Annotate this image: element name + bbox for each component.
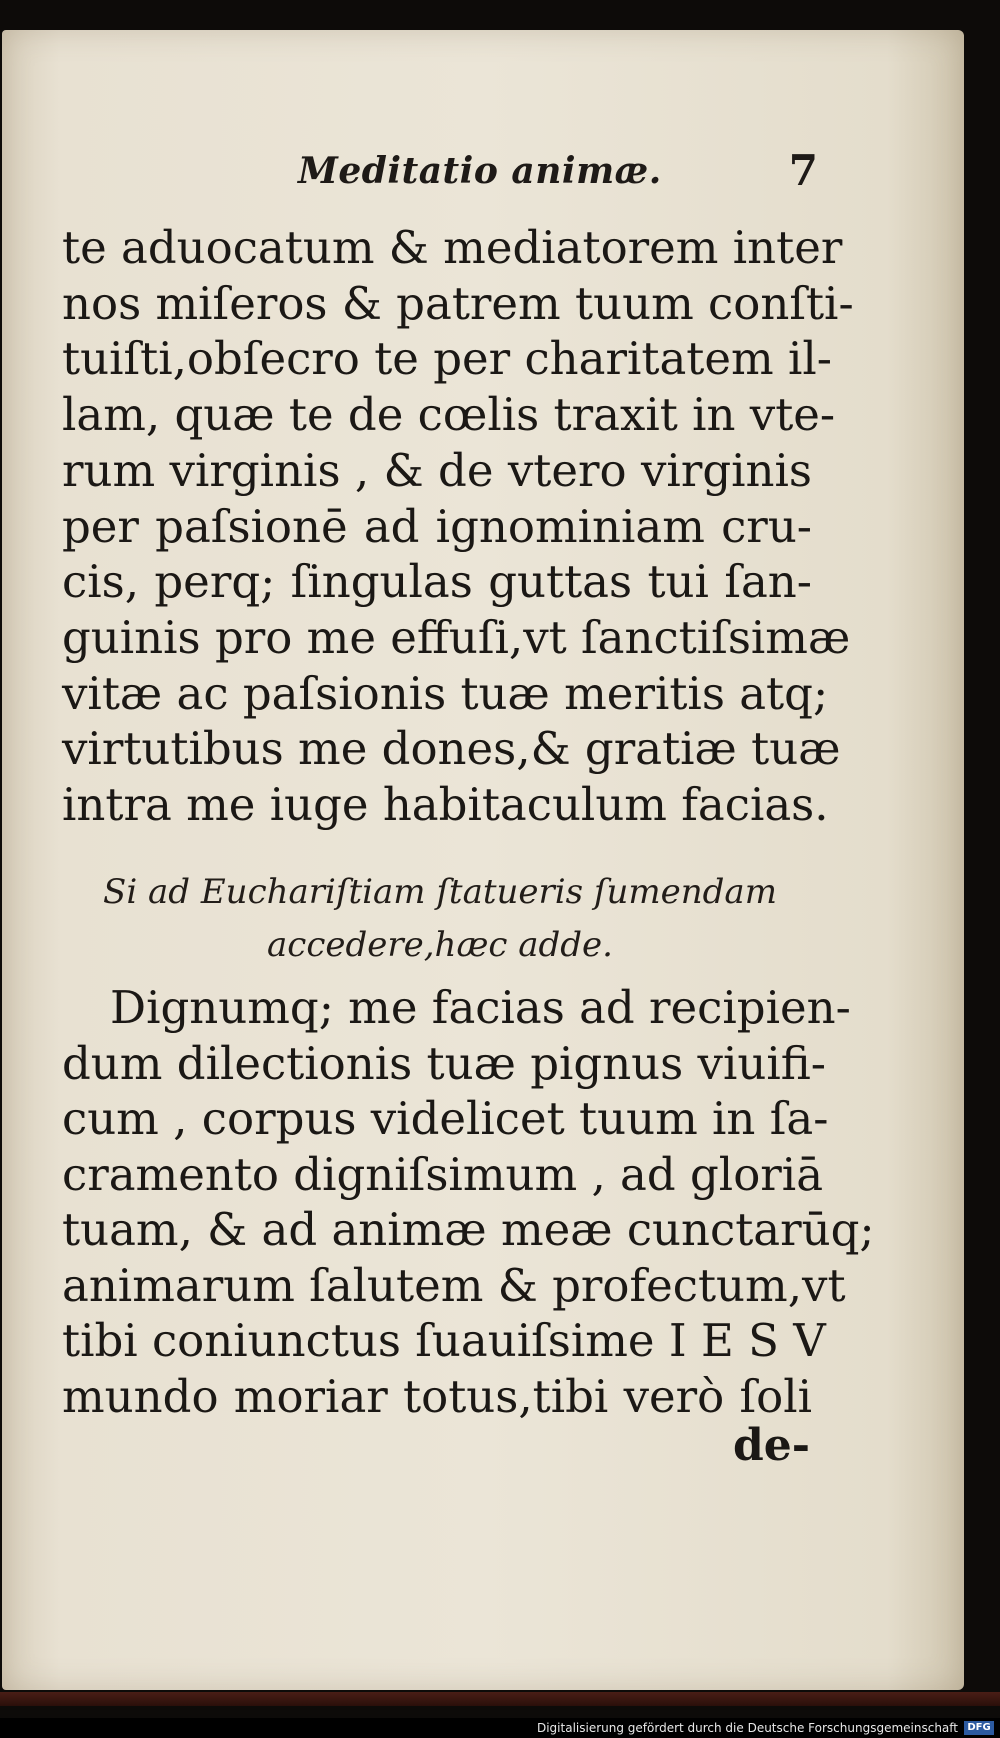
prayer-text bbox=[62, 220, 854, 833]
text-line: nos miſeros & patrem tuum conſti- bbox=[62, 276, 854, 330]
text-line: te aduocatum & mediatorem inter bbox=[62, 221, 843, 274]
rubric-line: Si ad Euchariſtiam ſtatueris ſumendam bbox=[103, 872, 777, 912]
text-line: cum , corpus videlicet tuum in ſa- bbox=[62, 1092, 829, 1145]
text-line: tibi coniunctus ſuauiſsime I E S V bbox=[62, 1314, 826, 1367]
text-line: Dignumq; me facias ad recipien- bbox=[110, 981, 851, 1034]
text-line: tuam, & ad animæ meæ cunctarūq; bbox=[62, 1203, 875, 1256]
running-head: Meditatio animæ. bbox=[298, 150, 662, 192]
text-line: per paſsionē ad ignominiam cru- bbox=[62, 499, 812, 553]
rubric-line: accedere,hæc adde. bbox=[267, 925, 613, 965]
digitization-credit: Digitalisierung gefördert durch die Deutsche Forschungsgemeinschaft bbox=[536, 1721, 958, 1735]
book-edge bbox=[0, 1692, 1000, 1706]
text-line: mundo moriar totus,tibi verò ſoli bbox=[62, 1369, 812, 1423]
page-number: 7 bbox=[788, 146, 818, 195]
text-line: virtutibus me dones,& gratiæ tuæ bbox=[62, 722, 841, 776]
text-line: cis, perq; ſingulas guttas tui ſan- bbox=[62, 555, 812, 609]
text-line: guinis pro me effuſi,vt ſanctiſsimæ bbox=[62, 610, 851, 664]
text-line: rum virginis , & de vtero virginis bbox=[62, 443, 812, 497]
text-line: vitæ ac paſsionis tuæ meritis atq; bbox=[62, 666, 829, 720]
text-line: intra me iuge habitaculum facias. bbox=[62, 778, 829, 832]
prayer-text-continued bbox=[62, 980, 875, 1424]
rubric-instruction bbox=[100, 866, 780, 972]
text-line: cramento digniſsimum , ad gloriā bbox=[62, 1147, 824, 1201]
dfg-logo: DFG bbox=[964, 1721, 994, 1735]
page-header bbox=[298, 146, 818, 210]
text-line: lam, quæ te de cœlis traxit in vte- bbox=[62, 388, 836, 442]
catchword: de- bbox=[732, 1420, 810, 1471]
text-line: dum dilectionis tuæ pignus viuifi- bbox=[62, 1036, 826, 1090]
text-line: animarum ſalutem & profectum,vt bbox=[62, 1258, 846, 1312]
text-line: tuiſti,obſecro te per charitatem il- bbox=[62, 332, 832, 386]
